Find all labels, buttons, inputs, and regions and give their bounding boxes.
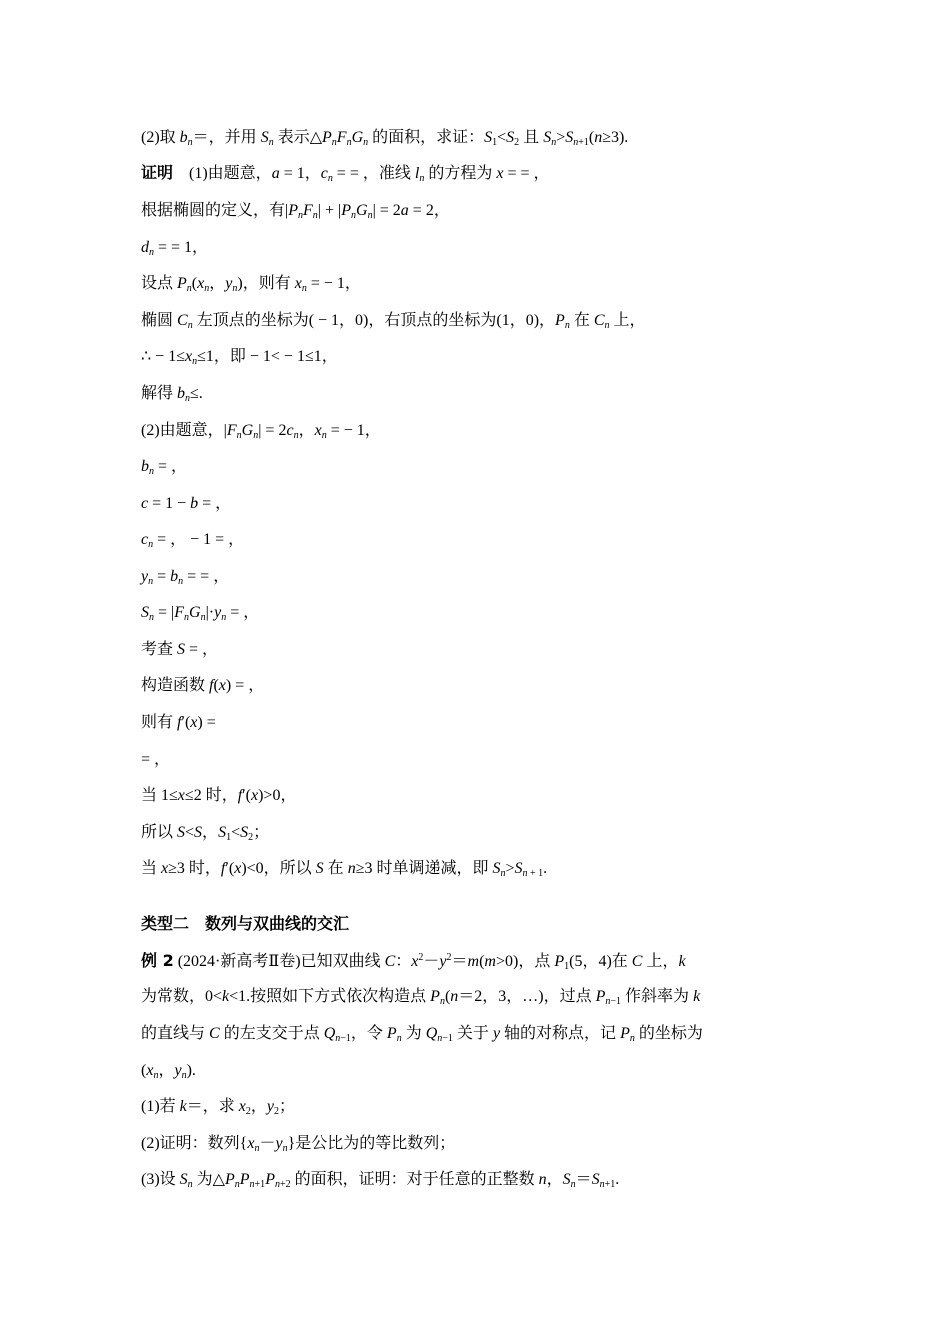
example-line-3: 的直线与 C 的左支交于点 $Q_{n-1}$，令 $P_n$ 为 $Q_{n-1}$ 关于 y 轴的对称点，记 $P_n$ 的坐标为 xyxy=(141,1025,703,1044)
line-18: = ， xyxy=(141,751,171,768)
line-17: 则有 f′(x) = xyxy=(141,714,216,731)
line-8: 解得 $b_n\le$. xyxy=(141,385,203,404)
line-6: 椭圆 $C_n$ 左顶点的坐标为( − 1，0)，右顶点的坐标为(1，0)，$P_n$ 在 $C_n$ 上， xyxy=(141,312,646,331)
example-line-1: 例 2 (2024·新高考Ⅱ卷)已知双曲线 C：$x^2-y^2=m(m>0)$，点 $P_1(5$，4)在 C 上，k xyxy=(141,951,686,972)
line-4: $d_n$ = = 1， xyxy=(141,239,209,258)
line-19: 当 1≤x≤2 时，f′(x)>0， xyxy=(141,787,297,804)
line-1: (2)取 $b_n=$，并用 $S_n$ 表示$\triangle P_nF_nG_n$ 的面积，求证：$S_1<S_2$ 且 $S_n>S_{n+1}(n\ge 3)$. xyxy=(141,129,629,148)
section-heading: 类型二 数列与双曲线的交汇 xyxy=(141,914,350,933)
line-14: $S_n = |F_nG_n|\cdot y_n$ = ， xyxy=(141,604,260,623)
line-15: 考查 S = ， xyxy=(141,641,219,658)
line-16: 构造函数 f(x) = ， xyxy=(141,677,265,694)
line-21: 当 x≥3 时，f′(x)<0，所以 S 在 n≥3 时单调递减，即 $S_n>S_{n + 1}$. xyxy=(141,860,548,879)
line-10: $b_n$ = ， xyxy=(141,458,188,477)
example-line-5: (1)若 k＝，求 $x_2$，$y_2$； xyxy=(141,1098,296,1117)
line-11: c = 1 − b = ， xyxy=(141,495,232,512)
line-3: 根据椭圆的定义，有$|P_nF_n| + |P_nG_n| = 2a = 2$， xyxy=(141,202,450,221)
line-5: 设点 $P_n(x_n$，$y_n$)，则有 $x_n$ = − 1， xyxy=(141,275,361,294)
line-2: 证明 (1)由题意，a = 1，$c_n$ = = ，准线 $l_n$ 的方程为 x = = ， xyxy=(141,165,550,184)
line-7: ∴ − $1\le x_n\le 1$，即 − 1< − 1≤1， xyxy=(141,348,338,367)
example-line-4: ($x_n$，$y_n$). xyxy=(141,1062,196,1081)
line-12: $c_n$ = ， − 1 = ， xyxy=(141,531,245,550)
example-line-7: (3)设 $S_n$ 为$\triangle P_nP_{n+1}P_{n+2}$ 的面积，证明：对于任意的正整数 n，$S_n=S_{n+1}$. xyxy=(141,1171,620,1190)
example-line-2: 为常数，0<k<1.按照如下方式依次构造点 $P_n(n=2$，3，…)，过点 $P_{n-1}$ 作斜率为 k xyxy=(141,988,701,1007)
line-20: 所以 S<S，$S_1<S_2$； xyxy=(141,824,270,843)
line-13: $y_n = b_n$ = = ， xyxy=(141,568,230,587)
line-9: (2)由题意，$|F_nG_n| = 2c_n$，$x_n$ = − 1， xyxy=(141,422,381,441)
example-line-6: (2)证明：数列$\{x_n-y_n\}$是公比为的等比数列； xyxy=(141,1135,456,1154)
